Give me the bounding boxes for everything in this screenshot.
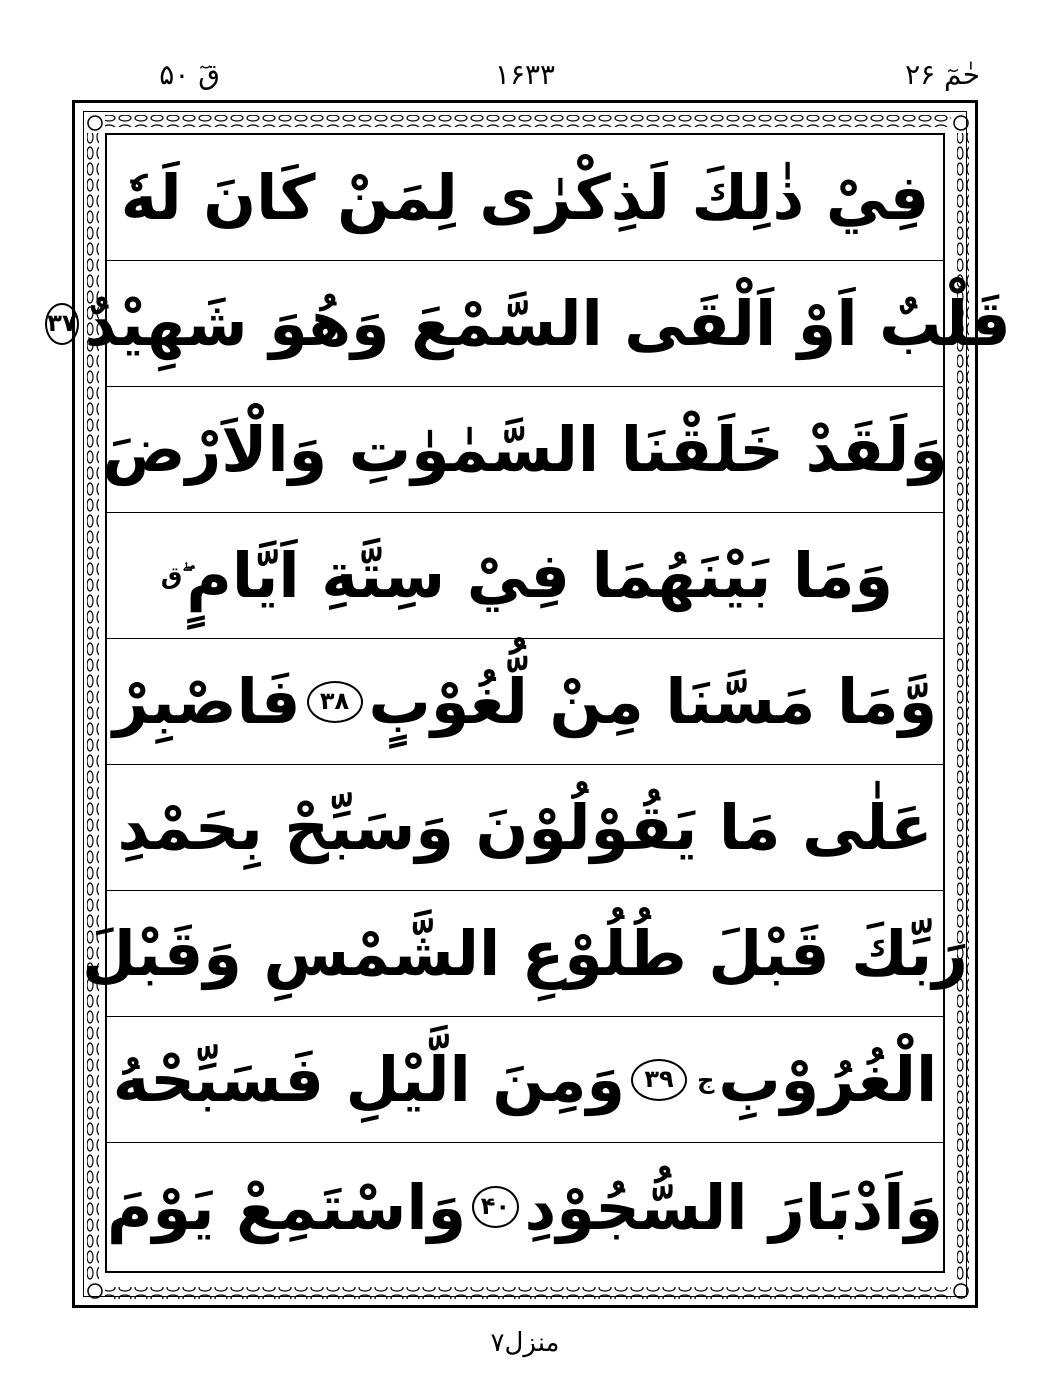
- manzil-label: منزل۷: [490, 1328, 560, 1358]
- line-text: وَّمَا مَسَّنَا مِنْ لُّغُوْبٍ: [368, 665, 938, 738]
- verse-line-5: [107, 639, 943, 765]
- waqf-sign: ج: [697, 1065, 715, 1094]
- verse-line-3: [102, 387, 948, 513]
- ayah-number-marker: ۳۸: [307, 681, 363, 723]
- verse-line-1: [107, 135, 943, 261]
- juz-label: حٰمٓ ۲۶: [905, 58, 980, 91]
- waqf-sign: ۖق: [160, 561, 183, 590]
- verse-line-4: [107, 513, 943, 639]
- line-text-continued: وَمِنَ الَّيْلِ فَسَبِّحْهُ: [112, 1043, 626, 1116]
- line-text: وَاَدْبَارَ السُّجُوْدِ: [524, 1170, 943, 1244]
- ayah-number-marker: ۳۷: [45, 303, 78, 345]
- line-text: رَبِّكَ قَبْلَ طُلُوْعِ الشَّمْسِ وَقَبْلَ: [82, 917, 968, 990]
- line-text: عَلٰى مَا يَقُوْلُوْنَ وَسَبِّحْ بِحَمْدِ: [117, 791, 933, 864]
- verse-line-9: [107, 1143, 943, 1271]
- verse-line-7: [82, 891, 968, 1017]
- line-text: فِيْ ذٰلِكَ لَذِكْرٰى لِمَنْ كَانَ لَهٗ: [120, 161, 930, 234]
- line-text: وَلَقَدْ خَلَقْنَا السَّمٰوٰتِ وَالْاَرْضَ: [102, 413, 948, 486]
- page-number: ۱۶۳۳: [494, 58, 556, 91]
- line-text: الْغُرُوْبِ: [718, 1043, 938, 1116]
- line-text: وَمَا بَيْنَهُمَا فِيْ سِتَّةِ اَيَّامٍ: [186, 539, 894, 612]
- verse-line-6: [107, 765, 943, 891]
- quran-text-panel: [47, 133, 1011, 1273]
- verse-line-8: [107, 1017, 943, 1143]
- ayah-number-marker: ۴۰: [472, 1186, 518, 1228]
- verse-line-2: [47, 261, 1011, 387]
- ayah-number-marker: ۳۹: [631, 1059, 687, 1101]
- surah-label: قٓ ۵۰: [159, 58, 220, 91]
- line-text-continued: وَاسْتَمِعْ يَوْمَ: [107, 1170, 467, 1244]
- page-frame: [47, 100, 1011, 1308]
- line-text-continued: فَاصْبِرْ: [112, 665, 301, 738]
- line-text: قَلْبٌ اَوْ اَلْقَى السَّمْعَ وَهُوَ شَهِيْدٌ: [84, 287, 1011, 360]
